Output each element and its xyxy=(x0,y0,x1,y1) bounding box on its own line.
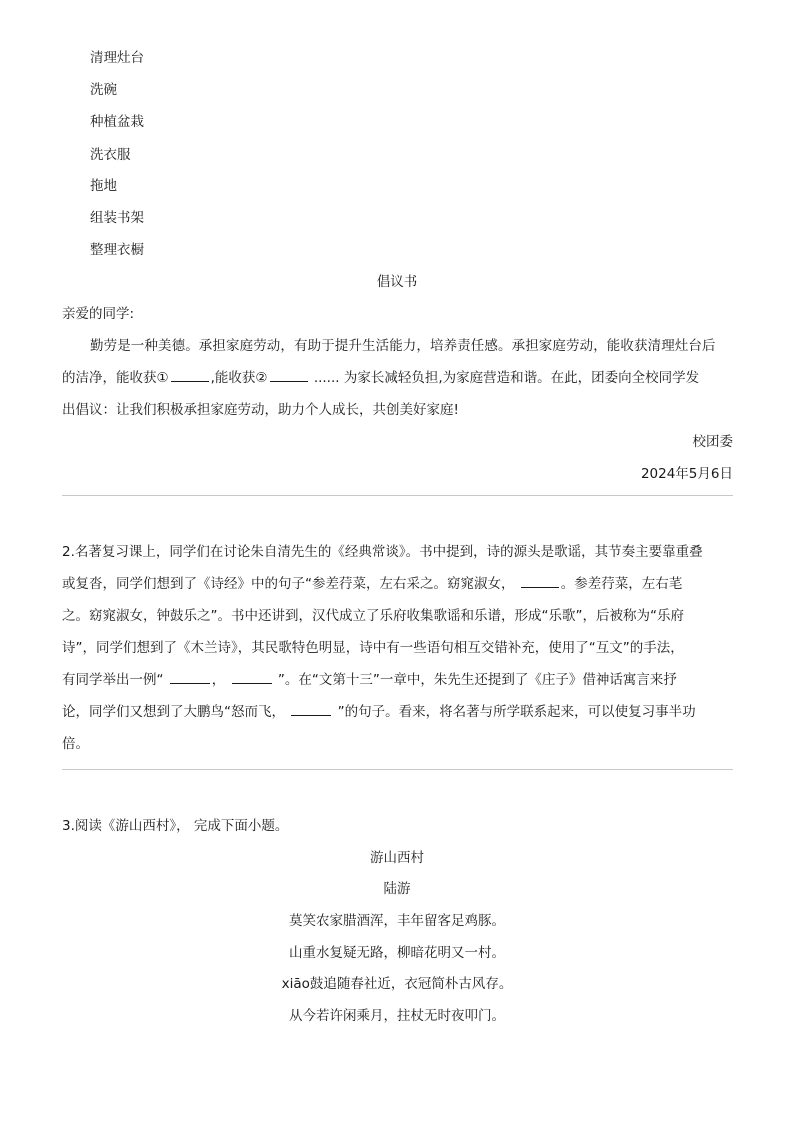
question-2-line: 2.名著复习课上，同学们在讨论朱自清先生的《经典常谈》。书中提到，诗的源头是歌谣，其节奏主要靠重叠 xyxy=(62,544,703,560)
proposal-paragraph-line: 出倡议：让我们积极承担家庭劳动，助力个人成长，共创美好家庭! xyxy=(62,402,459,418)
proposal-title: 倡议书 xyxy=(376,274,418,290)
divider xyxy=(62,495,733,496)
poem-line: 山重水复疑无路，柳暗花明又一村。 xyxy=(289,945,505,961)
question-3-prompt: 3.阅读《游山西村》， 完成下面小题。 xyxy=(62,818,289,834)
question-2-line xyxy=(62,700,696,720)
proposal-date: 2024年5月6日 xyxy=(640,466,733,482)
proposal-paragraph-line: 勤劳是一种美德。承担家庭劳动，有助于提升生活能力，培养责任感。承担家庭劳动，能收获清理灶台后 xyxy=(90,338,716,354)
text-segment: ,能收获② xyxy=(210,370,268,386)
answer-blank xyxy=(521,575,559,588)
poem-line: 莫笑农家腊酒浑，丰年留客足鸡豚。 xyxy=(289,913,505,929)
answer-blank xyxy=(270,369,308,382)
chore-item: 清理灶台 xyxy=(90,50,144,66)
chore-item: 种植盆栽 xyxy=(90,114,144,130)
answer-blank xyxy=(171,369,209,382)
poem-line: xiāo鼓追随春社近，衣冠简朴古风存。 xyxy=(281,976,513,992)
poem-author: 陆游 xyxy=(383,881,411,897)
text-segment: 或复沓，同学们想到了《诗经》中的句子“参差荇菜，左右采之。窈窕淑女， xyxy=(62,576,515,592)
question-2-line: 诗”，同学们想到了《木兰诗》，其民歌特色明显，诗中有一些语句相互交错补充，使用了“互文”的手法， xyxy=(62,640,684,656)
text-segment: 的洁净，能收获① xyxy=(62,370,169,386)
text-segment: 有同学举出一例“ xyxy=(62,672,164,688)
chore-item: 整理衣橱 xyxy=(90,242,144,258)
chore-item: 洗衣服 xyxy=(90,147,131,163)
text-segment: ...... 为家长减轻负担,为家庭营造和谐。在此，团委向全校同学发 xyxy=(313,370,700,386)
proposal-signer: 校团委 xyxy=(692,434,733,450)
divider xyxy=(62,769,733,770)
question-2-line xyxy=(62,668,677,688)
question-2-line xyxy=(62,572,682,592)
text-segment: 。参差荇菜，左右芼 xyxy=(560,576,683,592)
question-2-line: 之。窈窕淑女，钟鼓乐之”。书中还讲到，汉代成立了乐府收集歌谣和乐谱，形成“乐歌”，后被称为“乐府 xyxy=(62,608,684,624)
text-segment: ， xyxy=(211,672,226,688)
text-segment: 论，同学们又想到了大鹏鸟“怒而飞， xyxy=(62,704,285,720)
chore-item: 洗碗 xyxy=(90,82,117,98)
answer-blank xyxy=(232,671,272,684)
answer-blank xyxy=(291,703,331,716)
answer-blank xyxy=(170,671,210,684)
proposal-paragraph-line xyxy=(62,366,699,386)
text-segment: ”的句子。看来，将名著与所学联系起来，可以使复习事半功 xyxy=(337,704,696,720)
chore-item: 组装书架 xyxy=(90,210,144,226)
chore-item: 拖地 xyxy=(90,178,117,194)
poem-line: 从今若许闲乘月，拄杖无时夜叩门。 xyxy=(289,1008,505,1024)
question-2-line: 倍。 xyxy=(62,736,89,752)
poem-title: 游山西村 xyxy=(370,850,424,866)
text-segment: ”。在“文第十三”一章中，朱先生还提到了《庄子》借神话寓言来抒 xyxy=(277,672,677,688)
proposal-greeting: 亲爱的同学: xyxy=(62,306,135,322)
